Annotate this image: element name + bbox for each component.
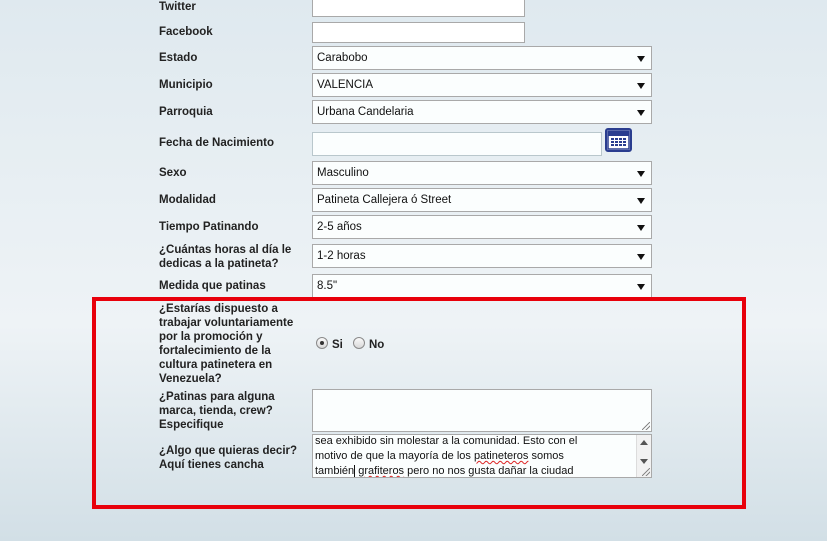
horas-value: 1-2 horas xyxy=(317,250,366,262)
facebook-input[interactable] xyxy=(312,22,525,43)
dropdown-arrow-icon xyxy=(637,56,645,62)
patinas-para-label: ¿Patinas para alguna marca, tienda, crew? Especifique xyxy=(159,391,275,431)
medida-value: 8.5" xyxy=(317,280,338,292)
estado-label: Estado xyxy=(159,52,198,64)
dropdown-arrow-icon xyxy=(637,284,645,290)
sexo-value: Masculino xyxy=(317,167,369,179)
radio-no-label: No xyxy=(369,339,385,351)
dropdown-arrow-icon xyxy=(637,198,645,204)
facebook-label: Facebook xyxy=(159,26,213,38)
modalidad-value: Patineta Callejera ó Street xyxy=(317,194,452,206)
tiempo-label: Tiempo Patinando xyxy=(159,221,259,233)
text-segment: pero no nos gusta dañar la ciudad xyxy=(407,465,574,477)
text-segment: también xyxy=(315,465,355,477)
tiempo-select[interactable] xyxy=(312,215,652,239)
algo-decir-label: ¿Algo que quieras decir? Aquí tienes cancha xyxy=(159,445,298,471)
municipio-label: Municipio xyxy=(159,79,213,91)
voluntario-label: ¿Estarías dispuesto a trabajar voluntariamente por la promoción y fortalecimiento de la cultura patinetera en Venezuela? xyxy=(159,303,294,385)
text-segment: motivo de que la mayoría de los xyxy=(315,450,471,462)
dropdown-arrow-icon xyxy=(637,83,645,89)
modalidad-label: Modalidad xyxy=(159,194,216,206)
parroquia-value: Urbana Candelaria xyxy=(317,106,414,118)
dropdown-arrow-icon xyxy=(637,254,645,260)
calendar-button[interactable] xyxy=(605,128,632,152)
dropdown-arrow-icon xyxy=(637,225,645,231)
tiempo-value: 2-5 años xyxy=(317,221,362,233)
dropdown-arrow-icon xyxy=(637,110,645,116)
fecha-input[interactable] xyxy=(312,132,602,156)
sexo-select[interactable] xyxy=(312,161,652,185)
parroquia-select[interactable] xyxy=(312,100,652,124)
text-line: sea exhibido sin molestar a la comunidad. Esto con el xyxy=(315,435,578,447)
medida-label: Medida que patinas xyxy=(159,280,266,292)
medida-select[interactable] xyxy=(312,274,652,298)
misspelled-word: patineteros xyxy=(473,450,529,462)
misspelled-word: grafiteros xyxy=(358,465,405,477)
text-segment: somos xyxy=(531,450,564,462)
twitter-label: Twitter xyxy=(159,1,196,13)
estado-select[interactable] xyxy=(312,46,652,70)
twitter-input[interactable] xyxy=(312,0,525,17)
dropdown-arrow-icon xyxy=(637,171,645,177)
municipio-select[interactable] xyxy=(312,73,652,97)
horas-select[interactable] xyxy=(312,244,652,268)
horas-label: ¿Cuántas horas al día le dedicas a la patineta? xyxy=(159,244,292,270)
calendar-icon xyxy=(607,130,630,150)
sexo-label: Sexo xyxy=(159,167,187,179)
highlight-box xyxy=(92,297,746,509)
parroquia-label: Parroquia xyxy=(159,106,213,118)
modalidad-select[interactable] xyxy=(312,188,652,212)
municipio-value: VALENCIA xyxy=(317,79,374,91)
radio-si-label: Si xyxy=(332,339,343,351)
fecha-label: Fecha de Nacimiento xyxy=(159,137,275,149)
estado-value: Carabobo xyxy=(317,52,368,64)
